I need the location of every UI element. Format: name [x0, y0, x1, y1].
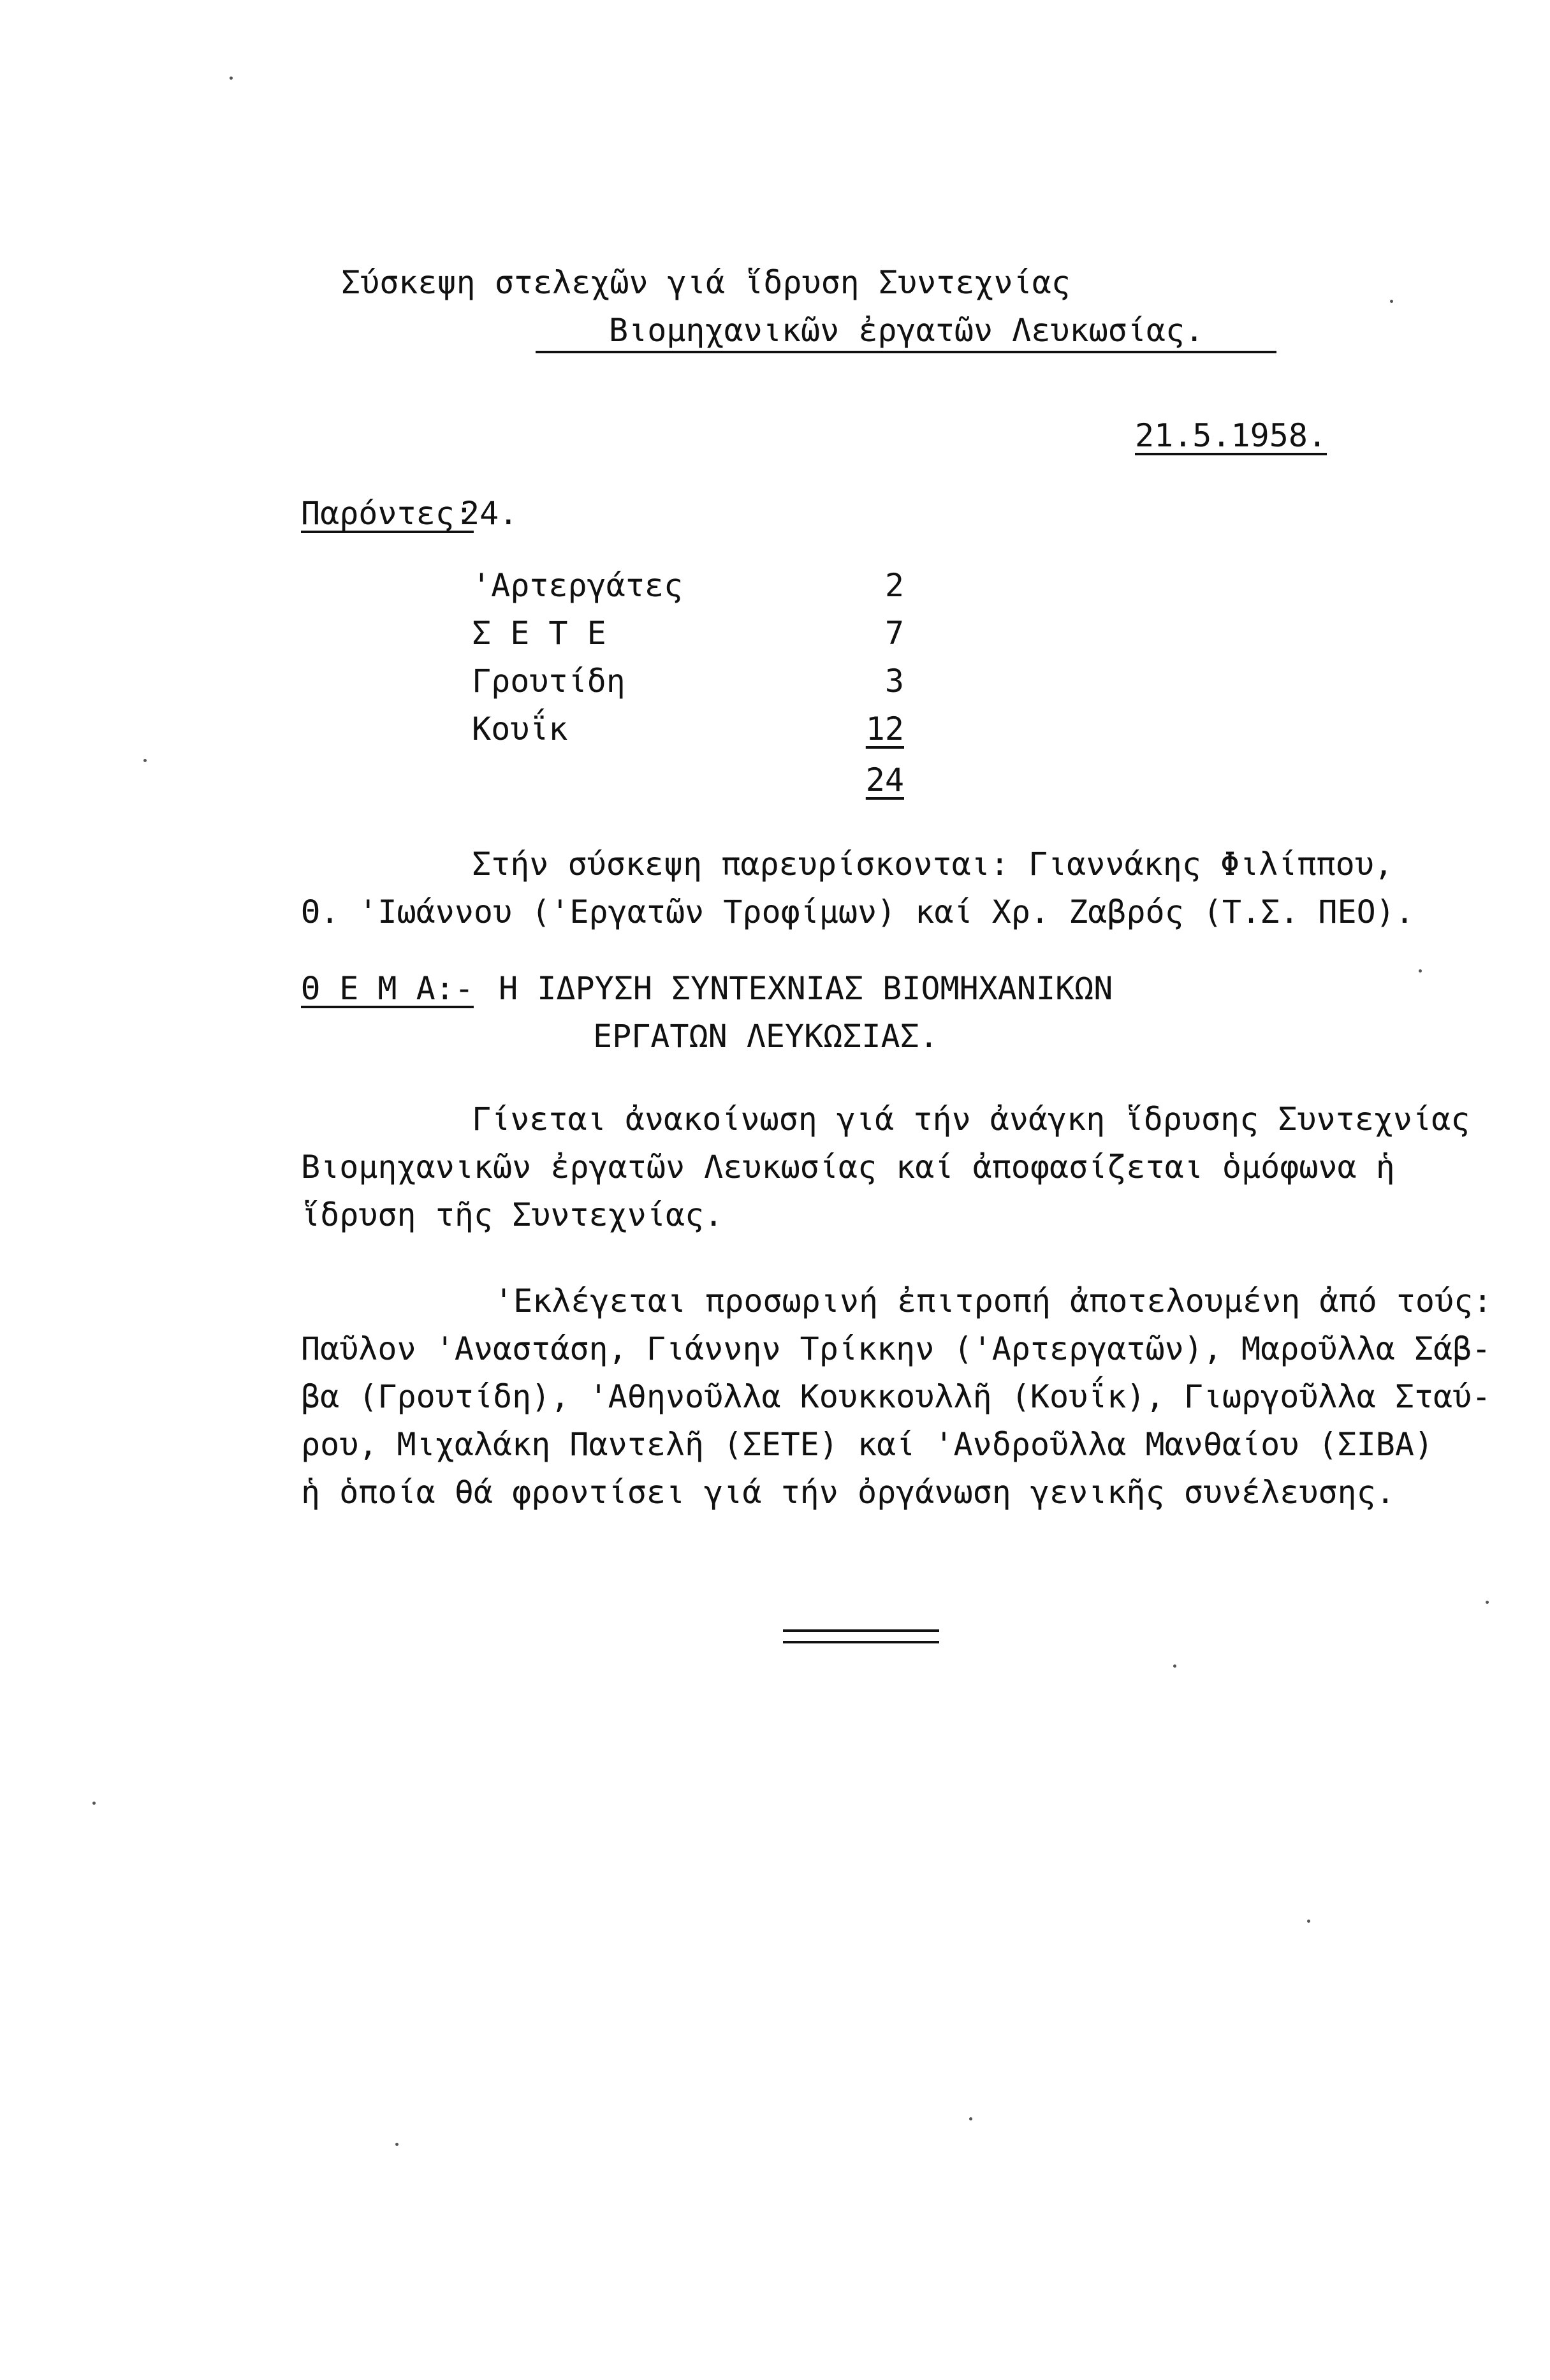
- document-date: 21.5.1958.: [1135, 417, 1327, 454]
- scan-speck: [1419, 969, 1422, 973]
- attendance-sum: 24: [865, 761, 904, 798]
- paragraph-2-line: βα (Γρουτίδη), 'Αθηνοῦλλα Κουκκουλλῆ (Κουΐκ), Γιωργοῦλλα Σταύ-: [301, 1378, 1491, 1415]
- subject-line-2: ΕΡΓΑΤΩΝ ΛΕΥΚΩΣΙΑΣ.: [593, 1018, 939, 1055]
- paragraph-1-line: ἵδρυση τῆς Συντεχνίας.: [301, 1196, 724, 1233]
- scan-speck: [1390, 300, 1393, 303]
- attendance-row-name: 'Αρτεργάτες: [472, 567, 684, 604]
- paragraph-2-line: Παῦλον 'Αναστάση, Γιάννην Τρίκκην ('Αρτεργατῶν), Μαροῦλλα Σάβ-: [301, 1330, 1491, 1367]
- attendance-row-count: 3: [884, 663, 904, 700]
- paragraph-2-line: ρου, Μιχαλάκη Παντελῆ (ΣΕΤΕ) καί 'Ανδροῦλλα Μανθαίου (ΣΙΒΑ): [301, 1426, 1434, 1463]
- attendance-row-name: Σ Ε Τ Ε: [472, 615, 606, 652]
- paragraph-2-line: 'Εκλέγεται προσωρινή ἐπιτροπή ἀποτελουμένη ἀπό τούς:: [494, 1282, 1493, 1319]
- title-line-1: Σύσκεψη στελεχῶν γιά ἵδρυση Συντεχνίας: [341, 264, 1071, 301]
- closing-separator: [783, 1629, 939, 1643]
- paragraph-1-line: Βιομηχανικῶν ἐργατῶν Λευκωσίας καί ἀποφασίζεται ὁμόφωνα ἡ: [301, 1149, 1395, 1186]
- scan-speck: [143, 759, 147, 762]
- subject-line-1: Η ΙΔΡΥΣΗ ΣΥΝΤΕΧΝΙΑΣ ΒΙΟΜΗΧΑΝΙΚΩΝ: [479, 970, 1113, 1007]
- title-line-2: Βιομηχανικῶν ἐργατῶν Λευκωσίας.: [609, 312, 1204, 349]
- subject-label: Θ Ε Μ Α:-: [301, 970, 474, 1007]
- paragraph-1-line: Γίνεται ἀνακοίνωση γιά τήν ἀνάγκη ἵδρυσης Συντεχνίας: [472, 1101, 1470, 1138]
- scan-speck: [1173, 1664, 1176, 1668]
- attendance-row-count: 7: [884, 615, 904, 652]
- attendance-total: 24.: [460, 495, 518, 532]
- title-underline: [536, 351, 1276, 353]
- attendance-row-name: Κουΐκ: [472, 710, 568, 747]
- attendance-label: Παρόντες:: [301, 495, 474, 532]
- scan-speck: [1486, 1601, 1489, 1604]
- scan-speck: [230, 77, 233, 80]
- scan-speck: [92, 1802, 96, 1805]
- present-line-2: Θ. 'Ιωάννου ('Εργατῶν Τροφίμων) καί Χρ. Ζαβρός (Τ.Σ. ΠΕΟ).: [301, 893, 1414, 930]
- attendance-row-count: 12: [865, 710, 904, 747]
- scan-speck: [395, 2143, 398, 2146]
- present-line-1: Στήν σύσκεψη παρευρίσκονται: Γιαννάκης Φιλίππου,: [472, 846, 1393, 883]
- paragraph-2-line: ἡ ὁποία θά φροντίσει γιά τήν ὀργάνωση γενικῆς συνέλευσης.: [301, 1474, 1395, 1511]
- attendance-row-count: 2: [884, 567, 904, 604]
- scan-speck: [1307, 1920, 1310, 1923]
- scan-speck: [969, 2117, 972, 2120]
- attendance-row-name: Γρουτίδη: [472, 663, 625, 700]
